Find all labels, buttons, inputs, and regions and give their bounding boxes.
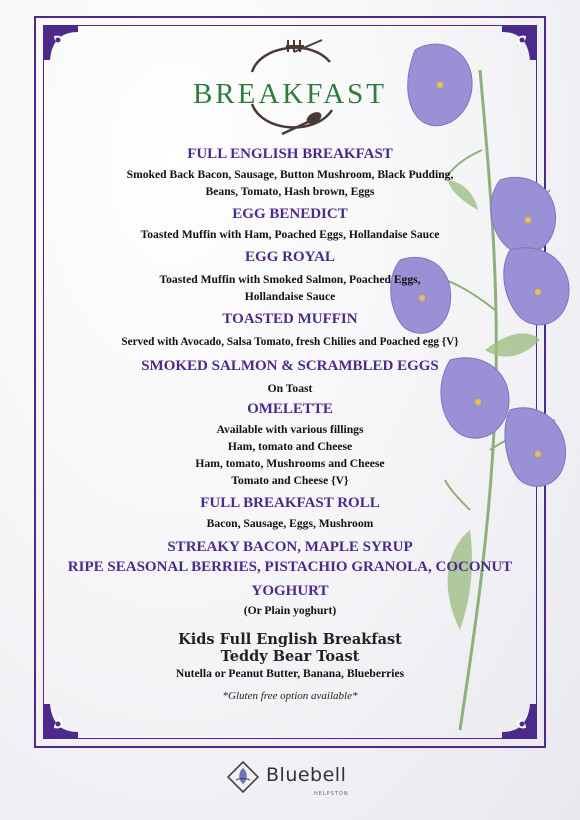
menu-section	[60, 145, 520, 200]
section-line: Available with various fillings	[216, 423, 364, 436]
menu-section	[60, 248, 520, 305]
menu-section	[60, 357, 520, 397]
section-line: Ham, tomato, Mushrooms and Cheese	[195, 457, 385, 470]
brand-logo	[222, 758, 372, 808]
section-line: Beans, Tomato, Hash brown, Eggs	[205, 185, 375, 198]
kids-description: Nutella or Peanut Butter, Banana, Blueberries	[175, 667, 405, 680]
kids-subtitle: Teddy Bear Toast	[220, 648, 360, 665]
section-heading: RIPE SEASONAL BERRIES, PISTACHIO GRANOLA, COCONUT	[67, 559, 513, 575]
section-line: Ham, tomato and Cheese	[227, 440, 353, 453]
section-heading: FULL ENGLISH BREAKFAST	[187, 146, 393, 162]
section-line: Smoked Back Bacon, Sausage, Button Mushroom, Black Pudding,	[126, 168, 454, 181]
section-line: On Toast	[267, 382, 313, 395]
brand-subtitle: HELPSTON	[314, 791, 349, 797]
section-line: Hollandaise Sauce	[244, 290, 336, 303]
bluebell-logo-icon	[226, 760, 260, 794]
menu-content	[60, 145, 520, 702]
brand-name: Bluebell	[266, 764, 347, 786]
menu-section	[60, 494, 520, 532]
menu-title: BREAKFAST	[192, 78, 388, 110]
section-heading: EGG ROYAL	[245, 249, 335, 265]
corner-ornament-icon	[42, 700, 82, 740]
section-heading: TOASTED MUFFIN	[222, 311, 358, 327]
corner-ornament-icon	[42, 24, 82, 64]
section-heading: FULL BREAKFAST ROLL	[200, 495, 380, 511]
section-heading: YOGHURT	[251, 583, 329, 599]
section-heading: OMELETTE	[247, 401, 333, 417]
section-line: (Or Plain yoghurt)	[243, 604, 337, 617]
section-line: Served with Avocado, Salsa Tomato, fresh Chilies and Poached egg {V}	[121, 336, 459, 348]
menu-section	[60, 538, 520, 619]
section-heading: STREAKY BACON, MAPLE SYRUP	[167, 539, 413, 555]
menu-section	[60, 310, 520, 351]
section-line: Bacon, Sausage, Eggs, Mushroom	[206, 517, 374, 530]
gluten-note: *Gluten free option available*	[222, 690, 358, 702]
section-line: Tomato and Cheese {V}	[231, 474, 349, 487]
section-line: Toasted Muffin with Ham, Poached Eggs, Hollandaise Sauce	[140, 228, 440, 241]
section-line: Toasted Muffin with Smoked Salmon, Poached Eggs,	[159, 273, 421, 286]
menu-section	[60, 205, 520, 243]
kids-title: Kids Full English Breakfast	[178, 631, 402, 648]
menu-section	[60, 400, 520, 489]
section-heading: SMOKED SALMON & SCRAMBLED EGGS	[141, 358, 439, 374]
section-heading: EGG BENEDICT	[232, 206, 348, 222]
kids-section	[60, 631, 520, 682]
